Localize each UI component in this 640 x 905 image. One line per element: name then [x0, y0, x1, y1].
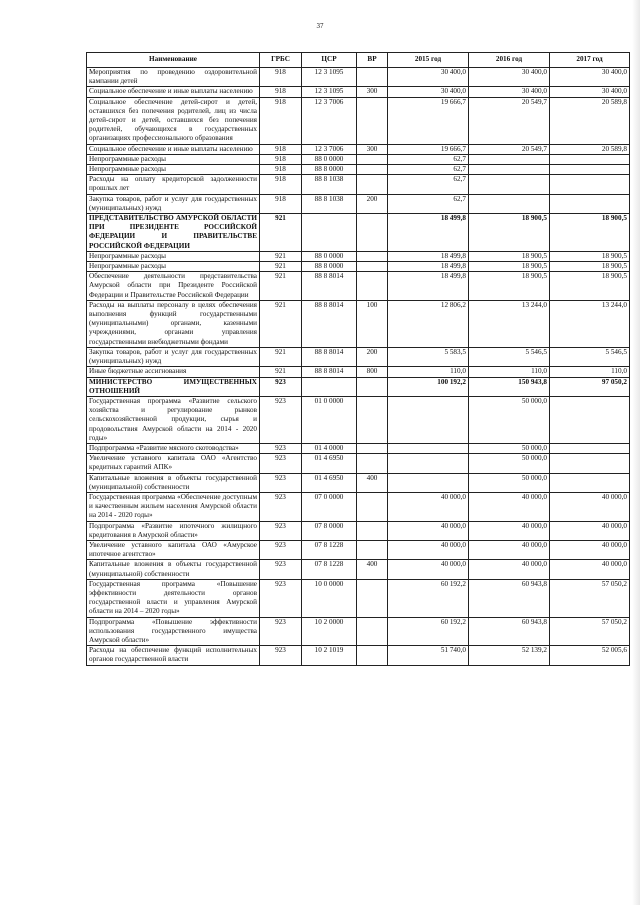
cell-name: Капитальные вложения в объекты государственной (муниципальной) собственности — [87, 560, 260, 579]
cell-2016: 40 000,0 — [469, 521, 550, 540]
cell-2017: 57 050,2 — [550, 617, 630, 646]
cell-vr: 400 — [357, 560, 388, 579]
table-row — [87, 454, 630, 473]
cell-csr: 88 8 8014 — [302, 300, 357, 347]
cell-grbs: 923 — [260, 492, 302, 521]
table-header-row — [87, 53, 630, 68]
cell-csr: 88 0 0000 — [302, 154, 357, 164]
cell-2015: 62,7 — [388, 175, 469, 194]
table-row — [87, 396, 630, 443]
cell-2016: 30 400,0 — [469, 87, 550, 97]
cell-grbs: 921 — [260, 262, 302, 272]
cell-2015: 18 499,8 — [388, 272, 469, 301]
cell-2016: 18 900,5 — [469, 251, 550, 261]
cell-grbs: 923 — [260, 396, 302, 443]
col-header-2017: 2017 год — [550, 53, 630, 68]
cell-2016 — [469, 175, 550, 194]
table-row — [87, 87, 630, 97]
cell-vr — [357, 68, 388, 87]
cell-vr — [357, 521, 388, 540]
cell-grbs: 923 — [260, 540, 302, 559]
table-row — [87, 492, 630, 521]
cell-2017 — [550, 396, 630, 443]
cell-2016: 18 900,5 — [469, 272, 550, 301]
cell-name: Подпрограмма «Развитие мясного скотоводства» — [87, 443, 260, 453]
cell-grbs: 918 — [260, 87, 302, 97]
cell-grbs: 918 — [260, 175, 302, 194]
cell-2015: 18 499,8 — [388, 251, 469, 261]
cell-grbs: 923 — [260, 521, 302, 540]
cell-name: Непрограммные расходы — [87, 251, 260, 261]
cell-vr — [357, 214, 388, 252]
cell-2016: 60 943,8 — [469, 579, 550, 617]
cell-2017: 13 244,0 — [550, 300, 630, 347]
cell-2016: 5 546,5 — [469, 347, 550, 366]
cell-csr — [302, 377, 357, 396]
cell-2015: 19 666,7 — [388, 144, 469, 154]
cell-name: Закупка товаров, работ и услуг для государственных (муниципальных) нужд — [87, 347, 260, 366]
cell-2015: 40 000,0 — [388, 560, 469, 579]
cell-2017 — [550, 443, 630, 453]
cell-2016: 18 900,5 — [469, 262, 550, 272]
cell-csr: 12 3 7006 — [302, 144, 357, 154]
cell-2015: 100 192,2 — [388, 377, 469, 396]
cell-2015: 60 192,2 — [388, 579, 469, 617]
cell-name: Государственная программа «Повышение эффективности деятельности органов государственной власти и управления Амурской области на 2014 – 2020 годы» — [87, 579, 260, 617]
cell-2017: 52 005,6 — [550, 646, 630, 665]
table-row — [87, 272, 630, 301]
cell-csr: 01 4 6950 — [302, 473, 357, 492]
cell-name: Государственная программа «Обеспечение доступным и качественным жильем населения Амурской области на 2014 - 2020 годы» — [87, 492, 260, 521]
cell-name: Государственная программа «Развитие сельского хозяйства и регулирование рынков сельскохозяйственной продукции, сырья и продовольствия Амурской области на 2014 - 2020 годы» — [87, 396, 260, 443]
cell-vr — [357, 97, 388, 144]
cell-grbs: 918 — [260, 154, 302, 164]
cell-name: Подпрограмма «Развитие ипотечного жилищного кредитования в Амурской области» — [87, 521, 260, 540]
cell-2015: 18 499,8 — [388, 262, 469, 272]
cell-2016: 50 000,0 — [469, 454, 550, 473]
cell-grbs: 923 — [260, 560, 302, 579]
col-header-name: Наименование — [87, 53, 260, 68]
cell-grbs: 921 — [260, 251, 302, 261]
cell-grbs: 921 — [260, 347, 302, 366]
cell-name: Непрограммные расходы — [87, 154, 260, 164]
cell-grbs: 918 — [260, 194, 302, 213]
cell-vr: 200 — [357, 347, 388, 366]
cell-2016: 50 000,0 — [469, 396, 550, 443]
cell-vr — [357, 396, 388, 443]
cell-2016: 20 549,7 — [469, 144, 550, 154]
cell-name: Увеличение уставного капитала ОАО «Амурское ипотечное агентство» — [87, 540, 260, 559]
cell-vr: 300 — [357, 144, 388, 154]
cell-2016 — [469, 194, 550, 213]
cell-vr: 400 — [357, 473, 388, 492]
cell-2017 — [550, 154, 630, 164]
cell-grbs: 918 — [260, 68, 302, 87]
cell-grbs: 921 — [260, 272, 302, 301]
cell-2015: 62,7 — [388, 154, 469, 164]
cell-2015: 51 740,0 — [388, 646, 469, 665]
budget-table — [86, 52, 630, 666]
table-body — [87, 68, 630, 666]
cell-name: Расходы на оплату кредиторской задолженности прошлых лет — [87, 175, 260, 194]
cell-grbs: 918 — [260, 144, 302, 154]
cell-2016 — [469, 154, 550, 164]
cell-csr: 01 4 0000 — [302, 443, 357, 453]
cell-name: Расходы на выплаты персоналу в целях обеспечения выполнения функций государственными (муниципальными) органами, казенными учреждениями, органами управления государственными внебюджетными фондами — [87, 300, 260, 347]
cell-vr — [357, 165, 388, 175]
cell-grbs: 923 — [260, 617, 302, 646]
cell-name: Увеличение уставного капитала ОАО «Агентство кредитных гарантий АПК» — [87, 454, 260, 473]
cell-grbs: 923 — [260, 377, 302, 396]
cell-csr: 07 0 0000 — [302, 492, 357, 521]
cell-2015 — [388, 454, 469, 473]
cell-grbs: 918 — [260, 97, 302, 144]
cell-2015: 62,7 — [388, 194, 469, 213]
table-row — [87, 214, 630, 252]
cell-2016: 40 000,0 — [469, 540, 550, 559]
cell-2016: 13 244,0 — [469, 300, 550, 347]
table-row — [87, 97, 630, 144]
cell-2017: 40 000,0 — [550, 492, 630, 521]
cell-2016: 110,0 — [469, 367, 550, 377]
cell-csr: 88 8 8014 — [302, 367, 357, 377]
cell-name: Мероприятия по проведению оздоровительной кампании детей — [87, 68, 260, 87]
cell-csr: 88 8 0000 — [302, 262, 357, 272]
cell-2015: 12 806,2 — [388, 300, 469, 347]
cell-2015 — [388, 473, 469, 492]
cell-grbs: 921 — [260, 214, 302, 252]
cell-2016: 52 139,2 — [469, 646, 550, 665]
cell-vr — [357, 154, 388, 164]
cell-name: Закупка товаров, работ и услуг для государственных (муниципальных) нужд — [87, 194, 260, 213]
cell-2017: 40 000,0 — [550, 521, 630, 540]
cell-2016: 60 943,8 — [469, 617, 550, 646]
cell-vr — [357, 377, 388, 396]
cell-name: Социальное обеспечение и иные выплаты населению — [87, 144, 260, 154]
cell-2015: 40 000,0 — [388, 492, 469, 521]
cell-vr — [357, 540, 388, 559]
col-header-2015: 2015 год — [388, 53, 469, 68]
cell-csr: 12 3 7006 — [302, 97, 357, 144]
cell-2015: 40 000,0 — [388, 540, 469, 559]
table-row — [87, 154, 630, 164]
cell-csr: 07 8 1228 — [302, 540, 357, 559]
cell-2017 — [550, 165, 630, 175]
col-header-csr: ЦСР — [302, 53, 357, 68]
cell-vr — [357, 272, 388, 301]
cell-grbs: 923 — [260, 579, 302, 617]
cell-2017 — [550, 473, 630, 492]
cell-2015: 110,0 — [388, 367, 469, 377]
cell-csr: 88 0 0000 — [302, 251, 357, 261]
table-row — [87, 646, 630, 665]
table-row — [87, 473, 630, 492]
cell-2015: 60 192,2 — [388, 617, 469, 646]
cell-2017: 30 400,0 — [550, 68, 630, 87]
cell-grbs: 918 — [260, 165, 302, 175]
cell-csr — [302, 214, 357, 252]
cell-2017: 20 589,8 — [550, 144, 630, 154]
cell-2017: 97 050,2 — [550, 377, 630, 396]
col-header-grbs: ГРБС — [260, 53, 302, 68]
cell-grbs: 923 — [260, 454, 302, 473]
table-row — [87, 377, 630, 396]
cell-2016: 30 400,0 — [469, 68, 550, 87]
cell-2015: 30 400,0 — [388, 87, 469, 97]
cell-csr: 07 8 1228 — [302, 560, 357, 579]
cell-csr: 01 4 6950 — [302, 454, 357, 473]
cell-2017: 18 900,5 — [550, 214, 630, 252]
cell-csr: 88 8 8014 — [302, 272, 357, 301]
cell-2015 — [388, 396, 469, 443]
cell-2017: 40 000,0 — [550, 540, 630, 559]
cell-2015: 5 583,5 — [388, 347, 469, 366]
table-row — [87, 68, 630, 87]
table-row — [87, 251, 630, 261]
cell-2017: 5 546,5 — [550, 347, 630, 366]
cell-name: Непрограммные расходы — [87, 262, 260, 272]
cell-2016: 20 549,7 — [469, 97, 550, 144]
cell-2015: 30 400,0 — [388, 68, 469, 87]
cell-grbs: 921 — [260, 300, 302, 347]
cell-2017: 20 589,8 — [550, 97, 630, 144]
col-header-2016: 2016 год — [469, 53, 550, 68]
cell-name: Подпрограмма «Повышение эффективности использования государственного имущества Амурской области» — [87, 617, 260, 646]
cell-vr: 200 — [357, 194, 388, 213]
cell-csr: 10 2 0000 — [302, 617, 357, 646]
cell-2016: 150 943,8 — [469, 377, 550, 396]
table-row — [87, 579, 630, 617]
cell-vr — [357, 251, 388, 261]
cell-csr: 07 8 0000 — [302, 521, 357, 540]
cell-name: Социальное обеспечение и иные выплаты населению — [87, 87, 260, 97]
cell-2017 — [550, 194, 630, 213]
cell-csr: 12 3 1095 — [302, 68, 357, 87]
cell-grbs: 923 — [260, 443, 302, 453]
cell-name: Социальное обеспечение детей-сирот и детей, оставшихся без попечения родителей, лиц из числа детей-сирот и детей, оставшихся без попечения родителей, обучающихся в государственных организациях профессионального образования — [87, 97, 260, 144]
cell-csr: 88 8 1038 — [302, 194, 357, 213]
cell-2017: 30 400,0 — [550, 87, 630, 97]
cell-2016: 40 000,0 — [469, 560, 550, 579]
cell-csr: 88 8 1038 — [302, 175, 357, 194]
cell-csr: 10 0 0000 — [302, 579, 357, 617]
cell-name: Непрограммные расходы — [87, 165, 260, 175]
table-row — [87, 540, 630, 559]
cell-2017: 57 050,2 — [550, 579, 630, 617]
cell-2017: 18 900,5 — [550, 272, 630, 301]
page-number: 37 — [316, 22, 324, 30]
table-row — [87, 144, 630, 154]
cell-2016: 18 900,5 — [469, 214, 550, 252]
cell-vr — [357, 454, 388, 473]
table-row — [87, 300, 630, 347]
cell-name: Капитальные вложения в объекты государственной (муниципальной) собственности — [87, 473, 260, 492]
cell-name: Иные бюджетные ассигнования — [87, 367, 260, 377]
table-row — [87, 560, 630, 579]
cell-grbs: 923 — [260, 646, 302, 665]
table-row — [87, 367, 630, 377]
cell-2016: 50 000,0 — [469, 473, 550, 492]
cell-2015: 18 499,8 — [388, 214, 469, 252]
cell-2017 — [550, 454, 630, 473]
cell-2017: 18 900,5 — [550, 251, 630, 261]
cell-2017 — [550, 175, 630, 194]
cell-vr — [357, 579, 388, 617]
table-row — [87, 194, 630, 213]
cell-csr: 88 8 0000 — [302, 165, 357, 175]
cell-grbs: 921 — [260, 367, 302, 377]
cell-2015 — [388, 443, 469, 453]
cell-grbs: 923 — [260, 473, 302, 492]
cell-name: МИНИСТЕРСТВО ИМУЩЕСТВЕННЫХ ОТНОШЕНИЙ — [87, 377, 260, 396]
cell-vr: 100 — [357, 300, 388, 347]
cell-vr: 800 — [357, 367, 388, 377]
table-row — [87, 443, 630, 453]
cell-vr — [357, 175, 388, 194]
cell-vr: 300 — [357, 87, 388, 97]
table-row — [87, 521, 630, 540]
table-row — [87, 262, 630, 272]
cell-name: Обеспечение деятельности представительства Амурской области при Президенте Российской Федерации и Правительстве Российской Федерации — [87, 272, 260, 301]
table-row — [87, 617, 630, 646]
cell-vr — [357, 443, 388, 453]
cell-2016: 40 000,0 — [469, 492, 550, 521]
cell-vr — [357, 492, 388, 521]
col-header-vr: ВР — [357, 53, 388, 68]
table-row — [87, 165, 630, 175]
cell-vr — [357, 646, 388, 665]
cell-2015: 19 666,7 — [388, 97, 469, 144]
cell-2017: 40 000,0 — [550, 560, 630, 579]
table-row — [87, 175, 630, 194]
cell-2016: 50 000,0 — [469, 443, 550, 453]
cell-2016 — [469, 165, 550, 175]
cell-vr — [357, 617, 388, 646]
cell-csr: 88 8 8014 — [302, 347, 357, 366]
cell-2015: 62,7 — [388, 165, 469, 175]
cell-2017: 110,0 — [550, 367, 630, 377]
table-row — [87, 347, 630, 366]
cell-2015: 40 000,0 — [388, 521, 469, 540]
cell-csr: 12 3 1095 — [302, 87, 357, 97]
cell-name: Расходы на обеспечение функций исполнительных органов государственной власти — [87, 646, 260, 665]
cell-vr — [357, 262, 388, 272]
scan-edge-shadow — [632, 0, 640, 905]
cell-csr: 01 0 0000 — [302, 396, 357, 443]
cell-2017: 18 900,5 — [550, 262, 630, 272]
cell-name: ПРЕДСТАВИТЕЛЬСТВО АМУРСКОЙ ОБЛАСТИ ПРИ ПРЕЗИДЕНТЕ РОССИЙСКОЙ ФЕДЕРАЦИИ И ПРАВИТЕЛЬСТВЕ РОССИЙСКОЙ ФЕДЕРАЦИИ — [87, 214, 260, 252]
cell-csr: 10 2 1019 — [302, 646, 357, 665]
